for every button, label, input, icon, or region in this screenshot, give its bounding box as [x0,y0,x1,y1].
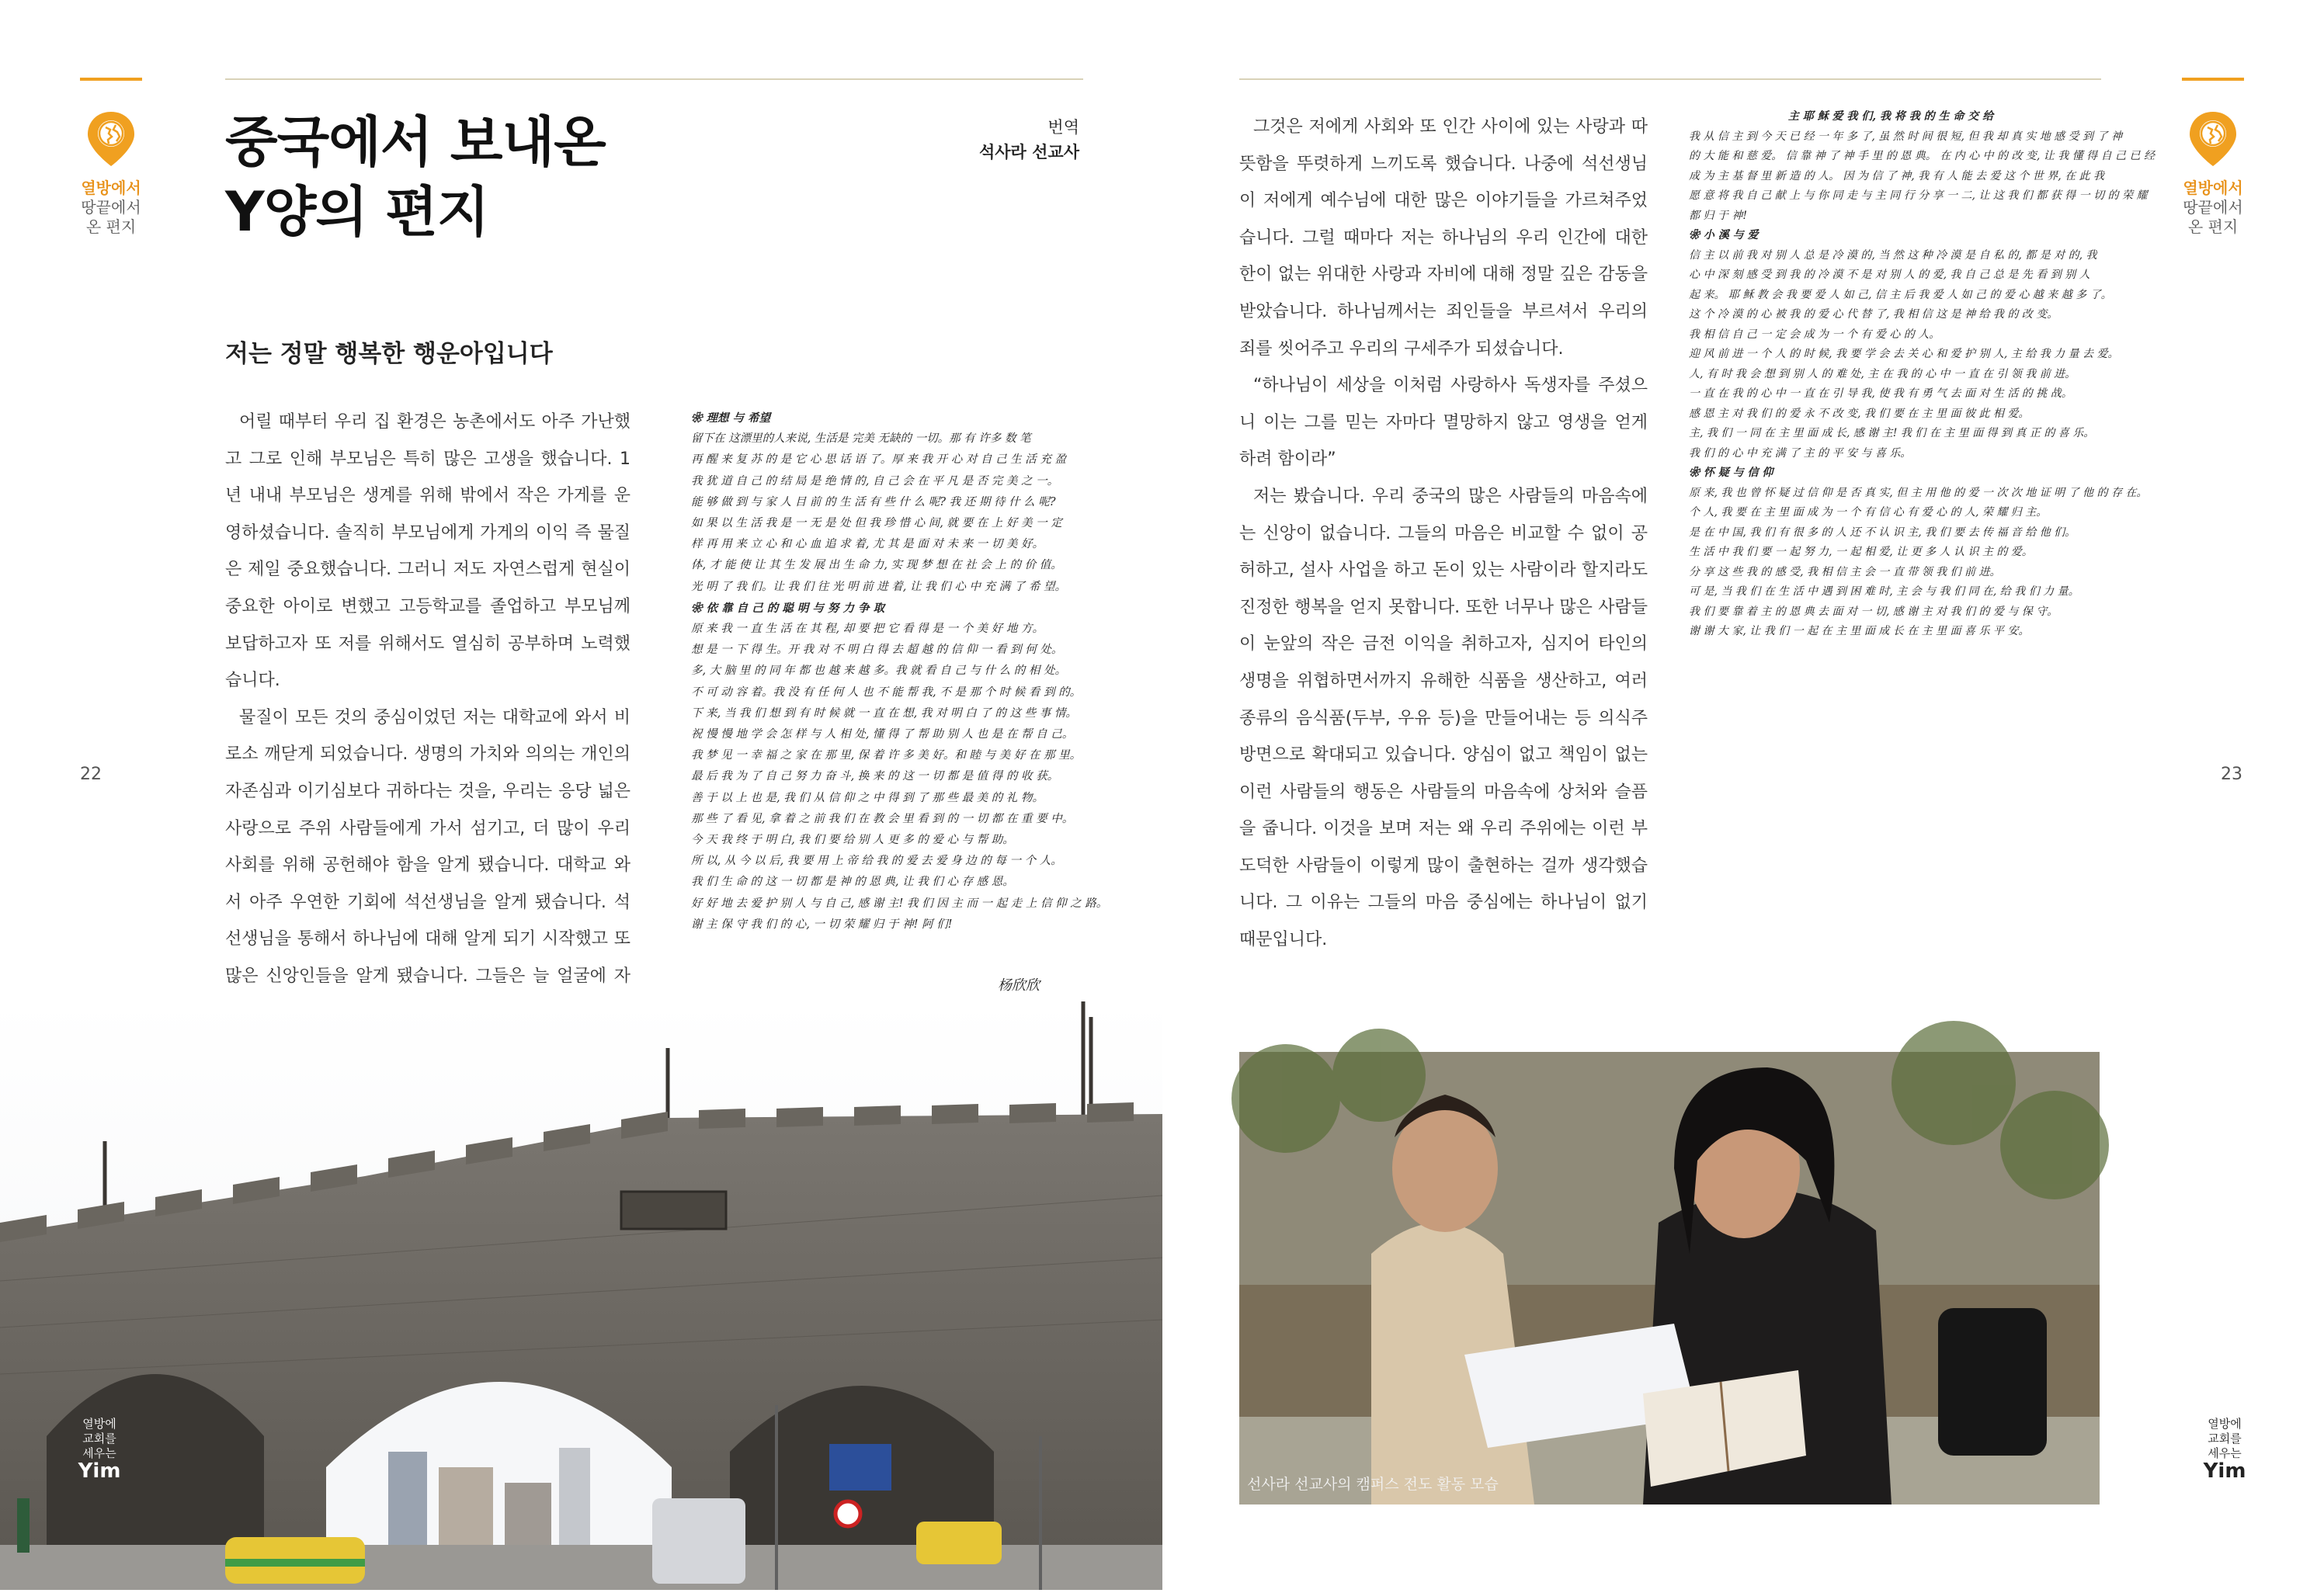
footer-line: 열방에 [82,1417,116,1431]
section-label-sub: 땅끝에서 [81,198,141,217]
letter-line: 想 是 一 下 得 生。开 我 对 不 明 白 得 去 超 越 的 信 仰 一 看 到 何 处。 [691,644,1063,657]
letter-line: 分 享 这 些 我 的 感 受, 我 相 信 主 会 一 直 带 领 我 们 前 进。 [1689,565,2001,578]
campus-photo-illustration [1239,1052,2100,1504]
right-header-rule [1239,78,2101,80]
letter-line: 人, 有 时 我 会 想 到 别 人 的 难 处, 主 在 我 的 心 中 一 直 在 引 领 我 前 进。 [1689,367,2076,380]
footer-line: 세우는 [82,1446,116,1460]
letter-line: 原 来 我 一 直 生 活 在 其 程, 却 要 把 它 看 得 是 一 个 美 好 地 方。 [691,623,1044,636]
letter-line: 迎 风 前 进 一 个 人 的 时 候, 我 要 学 会 去 关 心 和 爱 护 别 人, 主 给 我 力 量 去 爱。 [1689,348,2119,360]
footer-mark-left [64,1417,134,1483]
paragraph: “하나님이 세상을 이처럼 사랑하사 독생자를 주셨으니 이는 그를 믿는 자마다 멸망하지 않고 영생을 얻게 하려 함이라” [1239,376,1648,470]
letter-line: 起 来。 耶 稣 教 会 我 要 爱 人 如 己, 信 主 后 我 爱 人 如 己 的 爱 心 越 来 越 多 了。 [1689,288,2112,301]
letter-line: 都 归 于 神! [1689,209,1747,222]
translator-name: 석사라 선교사 [978,143,1079,161]
letter-line: 一 直 在 我 的 心 中 一 直 在 引 导 我, 使 我 有 勇 气 去 面 对 生 活 的 挑 战。 [1689,387,2072,400]
letter-line: 善 于 以 上 也 是, 我 们 从 信 仰 之 中 得 到 了 那 些 最 美 的 礼 物。 [691,791,1044,804]
footer-line: 교회를 [82,1432,116,1446]
letter-line: 样 再 用 来 立 心 和 心 血 追 求 着, 尤 其 是 面 对 未 来 一 切 美 好。 [691,538,1044,551]
section-label-sub: 땅끝에서 [2183,198,2243,217]
letter-line: 下 来, 当 我 们 想 到 有 时 候 就 一 直 在 想, 我 对 明 白 了 的 这 些 事 情。 [691,706,1077,720]
letter-line: 原 来, 我 也 曾 怀 疑 过 信 仰 是 否 真 实, 但 主 用 他 的 爱 一 次 次 地 证 明 了 他 的 存 在。 [1689,486,2148,499]
letter-line: 主 耶 稣 爱 我 们, 我 将 我 的 生 命 交 给 [1787,110,1994,123]
footer-line: 세우는 [2208,1446,2242,1460]
letter-line: 再 醒 来 复 苏 的 是 它 心 思 话 语 了。厚 来 我 开 心 对 自 己 生 活 充 盈 [691,453,1067,467]
yim-logo: Yim [2203,1459,2246,1483]
title-line: 중국에서 보내온 [225,110,606,174]
yim-logo: Yim [78,1459,121,1483]
letter-line: 我 犹 道 自 己 的 结 局 是 绝 情 的, 自 己 会 在 平 凡 是 否 完 美 之 一。 [691,474,1059,488]
letter-line: 感 恩 主 对 我 们 的 爱 永 不 改 变, 我 们 要 在 主 里 面 彼 此 相 爱。 [1689,407,2030,420]
letter-line: 留下在 这漂里的人来说, 生活是 完美 无缺的 一切。那 有 许多 数 笔 [691,432,1031,446]
letter-line: 个 人, 我 要 在 主 里 面 成 为 一 个 有 信 心 有 爱 心 的 人, 荣 耀 归 主。 [1689,506,2048,519]
footer-line: 교회를 [2208,1432,2242,1446]
handwritten-letter-right [1689,107,2155,642]
letter-signature: 杨欣欣 [998,977,1040,994]
page-number-right: 23 [2221,765,2242,784]
paragraph: 저는 봤습니다. 우리 중국의 많은 사람들의 마음속에는 신앙이 없습니다. 그들의 마음은 비교할 수 없이 공허하고, 설사 사업을 하고 돈이 있는 사람이라 할지라도 진정한 행복을 얻지 못합니다. 또한 너무나 많은 사람들이 눈앞의 작은 금전 이익을 취하고자, 심지어 타인의 생명을 위협하면서까지 유해한 식품을 생산하고, 여러 종류의 음식품(두부, 우유 등)을 만들어내는 등 의식주 방면으로 확대되고 있습니다. 양심이 없고 책임이 없는 이런 사람들의 행동은 사람들의 마음속에 상처와 슬픔을 줍니다. 이것을 보며 저는 왜 우리 주위에는 이런 부도덕한 사람들이 이렇게 많이 출현하는 걸까 생각했습니다. 그 이유는 그들의 마음 중심에는 하나님이 없기 때문입니다. [1239,486,1648,950]
letter-line: 可 是, 当 我 们 在 生 活 中 遇 到 困 难 时, 主 会 与 我 们 同 在, 给 我 们 力 量。 [1689,585,2079,598]
city-wall-illustration [0,1001,1162,1590]
left-accent-bar [80,78,142,81]
right-section-label [2174,179,2252,237]
photo-caption: 선사라 선교사의 캠퍼스 전도 활동 모습 [1247,1476,1499,1493]
letter-line: 是 在 中 国, 我 们 有 很 多 的 人 还 不 认 识 主, 我 们 要 去 传 福 音 给 他 们。 [1689,526,2076,539]
location-pin-icon [2183,109,2242,168]
translator-byline [924,115,1079,165]
letter-line: 我 们 要 靠 着 主 的 恩 典 去 面 对 一 切, 感 谢 主 对 我 们 的 爱 与 保 守。 [1689,605,2058,618]
letter-line: 所 以, 从 今 以 后, 我 要 用 上 帝 给 我 的 爱 去 爱 身 边 的 每 一 个 人。 [691,855,1062,868]
page-number-left: 22 [80,765,102,784]
letter-line: 我 梦 见 一 幸 福 之 家 在 那 里, 保 着 许 多 美 好。和 睦 与 美 好 在 那 里。 [691,749,1082,762]
footer-line: 열방에 [2208,1417,2242,1431]
letter-line: 愿 意 将 我 自 己 献 上 与 你 同 走 与 主 同 行 分 享 一 二, 让 这 我 们 都 获 得 一 切 的 荣 耀 [1689,189,2148,202]
letter-line: 谢 谢 大 家, 让 我 们 一 起 在 主 里 面 成 长 在 主 里 面 喜 乐 平 安。 [1689,625,2030,637]
letter-line: 体, 才 能 使 让 其 生 发 展 出 生 命 力, 实 现 梦 想 在 社 会 上 的 价 值。 [691,559,1062,572]
letter-line: 我 相 信 自 己 一 定 会 成 为 一 个 有 爱 心 的 人。 [1689,328,1940,341]
city-wall-photo [0,1001,1162,1590]
letter-line: 多, 大 脑 里 的 同 年 都 也 越 来 越 多。我 就 看 自 己 与 什 么 的 相 处。 [691,665,1067,678]
letter-line: 谢 主 保 守 我 们 的 心, 一 切 荣 耀 归 于 神! 阿 们! [691,918,953,931]
letter-line: ❀ 依 靠 自 己 的 聪 明 与 努 力 争 取 [691,601,885,615]
letter-line: 我 们 生 命 的 这 一 切 都 是 神 的 恩 典, 让 我 们 心 存 感 恩。 [691,876,1014,889]
article-column-1 [225,404,631,1105]
letter-line: 好 好 地 去 爱 护 别 人 与 自 己, 感 谢 主! 我 们 因 主 而 一 起 走 上 信 仰 之 路。 [691,897,1108,910]
campus-evangelism-photo [1239,1052,2100,1504]
paragraph: 그것은 저에게 사회와 또 인간 사이에 있는 사랑과 따뜻함을 뚜렷하게 느끼도록 했습니다. 나중에 석선생님이 저에게 예수님에 대한 많은 이야기들을 가르쳐주었습니다. 그럴 때마다 저는 하나님의 우리 인간에 대한 한이 없는 위대한 사랑과 자비에 대해 정말 깊은 감동을 받았습니다. 하나님께서는 죄인들을 부르셔서 우리의 죄를 씻어주고 우리의 구세주가 되셨습니다. [1239,117,1648,359]
section-label-title: 열방에서 [2183,179,2243,197]
letter-line: 今 天 我 终 于 明 白, 我 们 要 给 别 人 更 多 的 爱 心 与 帮 助。 [691,834,1014,847]
article-column-2 [1239,109,1648,959]
letter-line: 信 主 以 前 我 对 别 人 总 是 冷 漠 的, 当 然 这 种 冷 漠 是 自 私 的, 都 是 对 的, 我 [1689,248,2097,262]
paragraph: 어릴 때부터 우리 집 환경은 농촌에서도 아주 가난했고 그로 인해 부모님은 특히 많은 고생을 했습니다. 1년 내내 부모님은 생계를 위해 밖에서 작은 가게를 운영하셨습니다. 솔직히 부모님에게 가게의 이익 즉 물질은 제일 중요했습니다. 그러니 저도 자연스럽게 현실이 중요한 아이로 변했고 고등학교를 졸업하고 부모님께 보답하고자 또 저를 위해서도 열심히 공부하며 노력했습니다. [225,412,631,691]
letter-line: 主, 我 们 一 同 在 主 里 面 成 长, 感 谢 主! 我 们 在 主 里 面 得 到 真 正 的 喜 乐。 [1689,427,2095,439]
letter-line: 那 些 了 看 见, 拿 着 之 前 我 们 在 教 会 里 看 到 的 一 切 都 在 重 要 中。 [691,812,1074,825]
left-section-label [72,179,150,237]
section-label-sub: 온 편지 [2187,217,2239,236]
letter-line: 光 明 了 我 们。让 我 们 往 光 明 前 进 着, 让 我 们 心 中 充 满 了 希 望。 [691,580,1067,593]
letter-line: 如 果 以 生 活 我 是 一 无 是 处 但 我 珍 惜 心 间, 就 要 在 上 好 美 一 定 [691,517,1062,530]
letter-line: 祝 慢 慢 地 学 会 怎 样 与 人 相 处, 懂 得 了 帮 助 别 人 也 是 在 帮 自 己。 [691,728,1074,741]
footer-mark-right [2190,1417,2260,1483]
location-pin-icon [82,109,141,168]
title-line: Y양의 편지 [225,180,489,244]
section-label-title: 열방에서 [81,179,141,197]
letter-line: 我 从 信 主 到 今 天 已 经 一 年 多 了, 虽 然 时 间 很 短, 但 我 却 真 实 地 感 受 到 了 神 [1689,130,2122,143]
letter-line: 心 中 深 刻 感 受 到 我 的 冷 漠 不 是 对 别 人 的 爱, 我 自 己 总 是 先 看 到 别 人 [1689,269,2090,281]
letter-line: 最 后 我 为 了 自 己 努 力 奋 斗, 换 来 的 这 一 切 都 是 值 得 的 收 获。 [691,770,1059,783]
section-label-sub: 온 편지 [85,217,137,236]
translation-label: 번역 [1047,118,1079,137]
letter-line: 成 为 主 基 督 里 新 造 的 人。 因 为 信 了 神, 我 有 人 能 去 爱 这 个 世 界, 在 此 我 [1689,169,2105,182]
letter-line: ❀ 理想 与 希望 [691,411,771,425]
left-header-rule [225,78,1083,80]
letter-line: ❀ 小 溪 与 爱 [1689,229,1759,241]
letter-line: 不 可 动 容 着。我 没 有 任 何 人 也 不 能 帮 我, 不 是 那 个 时 候 看 到 的。 [691,685,1082,699]
paragraph: 물질이 모든 것의 중심이었던 저는 대학교에 와서 비로소 깨닫게 되었습니다. 생명의 가치와 의의는 개인의 자존심과 이기심보다 귀하다는 것을, 우리는 응당 넓은 사랑으로 주위 사람들에게 가서 섬기고, 더 많이 우리 사회를 위해 공헌해야 함을 알게 됐습니다. 대학교 와서 아주 우연한 기회에 석선생님을 알게 됐습니다. 석선생님을 통해서 하나님에 대해 알게 되기 시작했고 또 많은 신앙인들을 알게 됐습니다. 그들은 늘 얼굴에 자 [225,707,631,986]
letter-line: 的 大 能 和 慈 爱。 信 靠 神 了 神 手 里 的 恩 典。 在 内 心 中 的 改 变, 让 我 懂 得 自 己 已 经 [1689,150,2155,162]
right-accent-bar [2182,78,2244,81]
letter-line: 生 活 中 我 们 要 一 起 努 力, 一 起 相 爱, 让 更 多 人 认 识 主 的 爱。 [1689,546,2033,558]
letter-line: 这 个 冷 漠 的 心 被 我 的 爱 心 代 替 了, 我 相 信 这 是 神 给 我 的 改 变。 [1689,308,2058,321]
article-subtitle: 저는 정말 행복한 행운아입니다 [225,340,553,368]
letter-line: 能 够 做 到 与 家 人 目 前 的 生 活 有 些 什 么 呢? 我 还 期 待 什 么 呢? [691,495,1056,508]
article-title [225,107,606,247]
handwritten-letter-left [691,408,1108,935]
letter-line: 我 们 的 心 中 充 满 了 主 的 平 安 与 喜 乐。 [1689,446,1912,460]
letter-line: ❀ 怀 疑 与 信 仰 [1689,467,1773,479]
